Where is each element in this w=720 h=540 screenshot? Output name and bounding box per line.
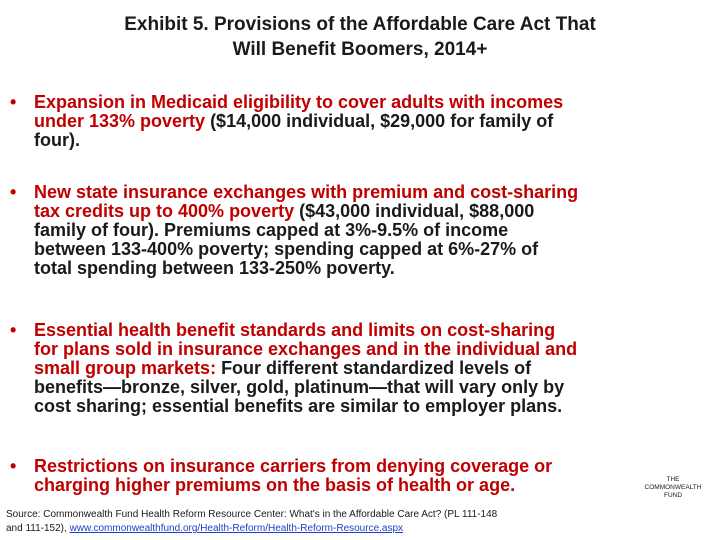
bullet-text-line bbox=[34, 340, 700, 359]
bullet-text-line bbox=[34, 131, 700, 150]
bullet-text-line bbox=[34, 183, 700, 202]
bullet-text-line bbox=[34, 202, 700, 221]
body-text: four). bbox=[34, 130, 80, 150]
highlight-text: Expansion in Medicaid eligibility to cover adults with incomes bbox=[34, 92, 564, 112]
highlight-text: tax credits up to 400% poverty bbox=[34, 201, 295, 221]
bullet-dot-icon: • bbox=[10, 182, 17, 202]
bullet-insurance-exchanges bbox=[10, 183, 700, 278]
bullet-text-line bbox=[34, 112, 700, 131]
bullet-insurer-restrictions bbox=[10, 457, 700, 495]
bullet-text-line bbox=[34, 221, 700, 240]
body-text: between 133-400% poverty; spending capped at 6%-27% of bbox=[34, 239, 539, 259]
title-line-1: Exhibit 5. Provisions of the Affordable Care Act That bbox=[124, 14, 596, 35]
highlight-text: under 133% poverty bbox=[34, 111, 206, 131]
bullet-text-line bbox=[34, 457, 700, 476]
bullet-text-line bbox=[34, 240, 700, 259]
bullet-text-line bbox=[34, 359, 700, 378]
bullet-dot-icon: • bbox=[10, 456, 17, 476]
bullet-text-line bbox=[34, 321, 700, 340]
highlight-text: charging higher premiums on the basis of health or age. bbox=[34, 475, 516, 495]
body-text: benefits—bronze, silver, gold, platinum—that will vary only by bbox=[34, 377, 565, 397]
bullet-text-line bbox=[34, 378, 700, 397]
source-note bbox=[6, 508, 626, 536]
title-line-2: Will Benefit Boomers, 2014+ bbox=[232, 39, 488, 60]
body-text: cost sharing; essential benefits are similar to employer plans. bbox=[34, 396, 563, 416]
source-line-2-prefix: and 111-152), bbox=[6, 523, 70, 534]
highlight-text: New state insurance exchanges with premium and cost-sharing bbox=[34, 182, 579, 202]
bullet-dot-icon: • bbox=[10, 92, 17, 112]
highlight-text: small group markets: bbox=[34, 358, 217, 378]
source-link[interactable]: www.commonwealthfund.org/Health-Reform/Health-Reform-Resource.aspx bbox=[69, 523, 404, 534]
body-text: ($14,000 individual, $29,000 for family of bbox=[205, 111, 554, 131]
slide-title bbox=[0, 12, 720, 62]
bullet-dot-icon: • bbox=[10, 320, 17, 340]
source-line-1: Source: Commonwealth Fund Health Reform Resource Center: What's in the Affordable Care Act? (PL 111-148 bbox=[6, 509, 498, 520]
bullet-text-line bbox=[34, 93, 700, 112]
bullet-text-line bbox=[34, 476, 700, 495]
source-line-2 bbox=[6, 522, 626, 536]
body-text: Four different standardized levels of bbox=[216, 358, 532, 378]
bullet-text-line bbox=[34, 397, 700, 416]
bullet-medicaid-expansion bbox=[10, 93, 700, 150]
logo-line-3: FUND bbox=[663, 492, 683, 499]
bullet-essential-benefits bbox=[10, 321, 700, 416]
commonwealth-fund-logo bbox=[640, 455, 706, 521]
body-text: total spending between 133-250% poverty. bbox=[34, 258, 395, 278]
body-text: family of four). Premiums capped at 3%-9.5% of income bbox=[34, 220, 509, 240]
body-text: ($43,000 individual, $88,000 bbox=[294, 201, 535, 221]
highlight-text: Essential health benefit standards and limits on cost-sharing bbox=[34, 320, 556, 340]
highlight-text: for plans sold in insurance exchanges and in the individual and bbox=[34, 339, 578, 359]
bullet-text-line bbox=[34, 259, 700, 278]
logo-line-1: THE bbox=[666, 476, 680, 483]
logo-line-2: COMMONWEALTH bbox=[644, 484, 702, 491]
highlight-text: Restrictions on insurance carriers from denying coverage or bbox=[34, 456, 553, 476]
